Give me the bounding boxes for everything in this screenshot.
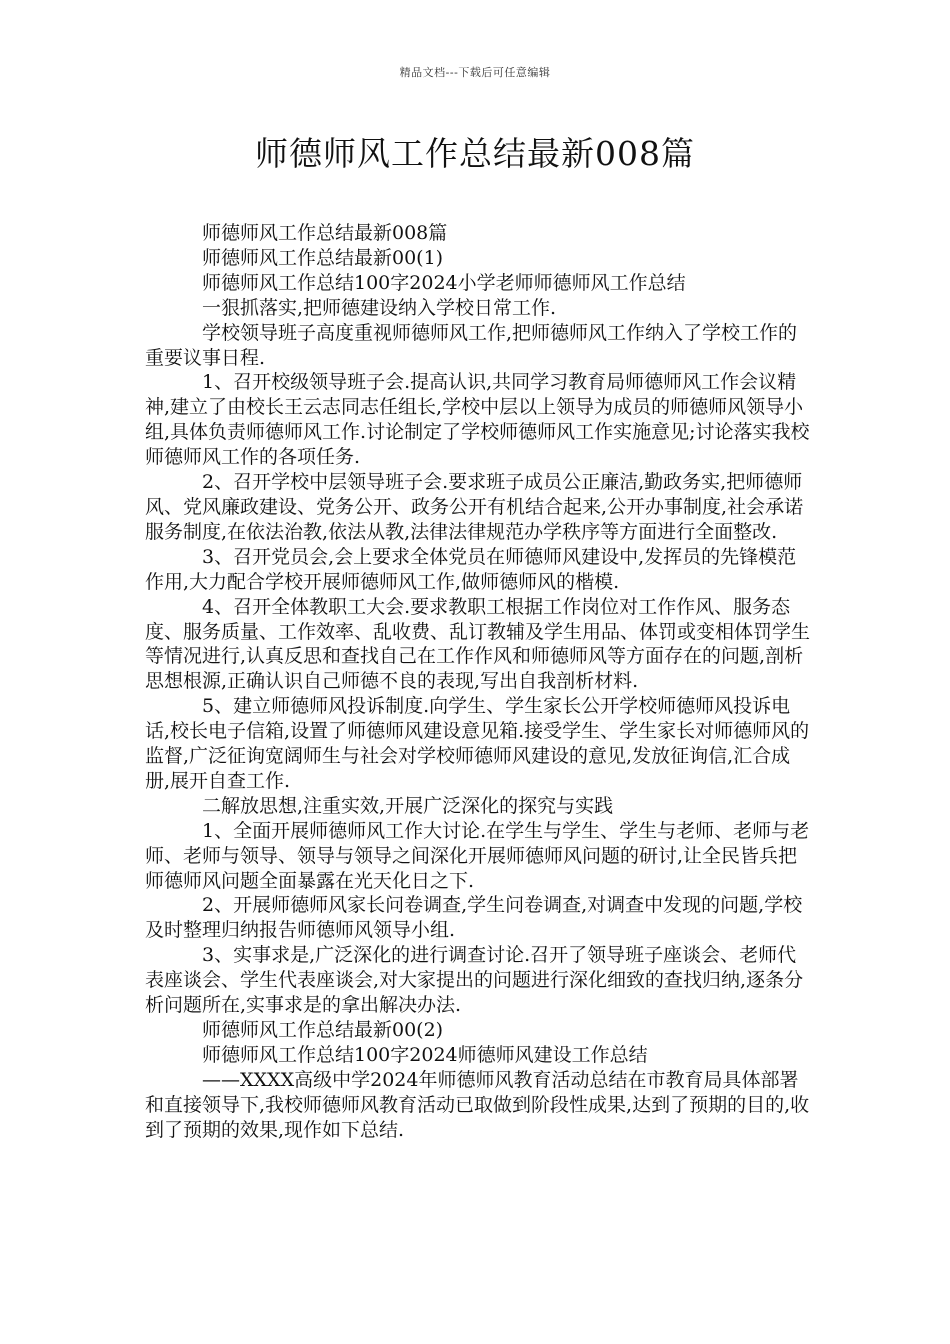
document-title: 师德师风工作总结最新008篇 bbox=[255, 134, 695, 173]
paragraph-section-subheading-2: 师德师风工作总结100字2024师德师风建设工作总结 bbox=[202, 1043, 648, 1066]
paragraph-body: ——XXXX高级中学2024年师德师风教育活动总结在市教育局具体部署和直接领导下,我校师德师风教育活动已取做到阶段性成果,达到了预期的目的,收到了预期的效果,现作如下总结. bbox=[145, 1068, 810, 1141]
paragraph-body: 1、全面开展师德师风工作大讨论.在学生与学生、学生与老师、老师与老师、老师与领导、领导与领导之间深化开展师德师风问题的研讨,让全民皆兵把师德师风问题全面暴露在光天化日之下. bbox=[145, 819, 810, 892]
paragraph-section-heading-1: 师德师风工作总结最新00(1) bbox=[202, 246, 444, 269]
paragraph-body: 2、开展师德师风家长问卷调查,学生问卷调查,对调查中发现的问题,学校及时整理归纳报告师德师风领导小组. bbox=[145, 894, 803, 942]
paragraph-section-subheading-1: 师德师风工作总结100字2024小学老师师德师风工作总结 bbox=[202, 271, 686, 294]
paragraph-body: 学校领导班子高度重视师德师风工作,把师德师风工作纳入了学校工作的重要议事日程. bbox=[145, 321, 798, 369]
paragraph-body: 5、建立师德师风投诉制度.向学生、学生家长公开学校师德师风投诉电话,校长电子信箱,设置了师德师风建设意见箱.接受学生、学生家长对师德师风的监督,广泛征询宽阔师生与社会对学校师德师风建设的意见,发放征询信,汇合成册,展开自查工作. bbox=[145, 695, 810, 792]
paragraph-body: 2、召开学校中层领导班子会.要求班子成员公正廉洁,勤政务实,把师德师风、党风廉政建设、党务公开、政务公开有机结合起来,公开办事制度,社会承诺服务制度,在依法治教,依法从教,法律法律规范办学秩序等方面进行全面整改. bbox=[145, 471, 804, 543]
paragraph-body: 3、召开党员会,会上要求全体党员在师德师风建设中,发挥员的先锋模范作用,大力配合学校开展师德师风工作,做师德师风的楷模. bbox=[145, 545, 797, 593]
paragraph-subtitle: 师德师风工作总结最新008篇 bbox=[202, 222, 448, 244]
paragraph-body: 3、实事求是,广泛深化的进行调查讨论.召开了领导班子座谈会、老师代表座谈会、学生代表座谈会,对大家提出的问题进行深化细致的查找归纳,逐条分析问题所在,实事求是的拿出解决办法. bbox=[145, 944, 804, 1017]
paragraph-body: 1、召开校级领导班子会.提高认识,共同学习教育局师德师风工作会议精神,建立了由校长王云志同志任组长,学校中层以上领导为成员的师德师风领导小组,具体负责师德师风工作.讨论制定了学校师德师风工作实施意见;讨论落实我校师德师风工作的各项任务. bbox=[145, 371, 810, 469]
paragraph-section-heading-2: 师德师风工作总结最新00(2) bbox=[202, 1019, 444, 1041]
document-body bbox=[145, 221, 815, 1143]
paragraph-heading-part-1: 一狠抓落实,把师德建设纳入学校日常工作. bbox=[202, 296, 557, 319]
header-note: 精品文档---下载后可任意编辑 bbox=[399, 66, 551, 79]
paragraph-heading-part-2: 二解放思想,注重实效,开展广泛深化的探究与实践 bbox=[202, 794, 614, 817]
paragraph-body: 4、召开全体教职工大会.要求教职工根据工作岗位对工作作风、服务态度、服务质量、工作效率、乱收费、乱订教辅及学生用品、体罚或变相体罚学生等情况进行,认真反思和查找自己在工作作风和师德师风等方面存在的问题,剖析思想根源,正确认识自己师德不良的表现,写出自我剖析材料. bbox=[145, 595, 811, 693]
